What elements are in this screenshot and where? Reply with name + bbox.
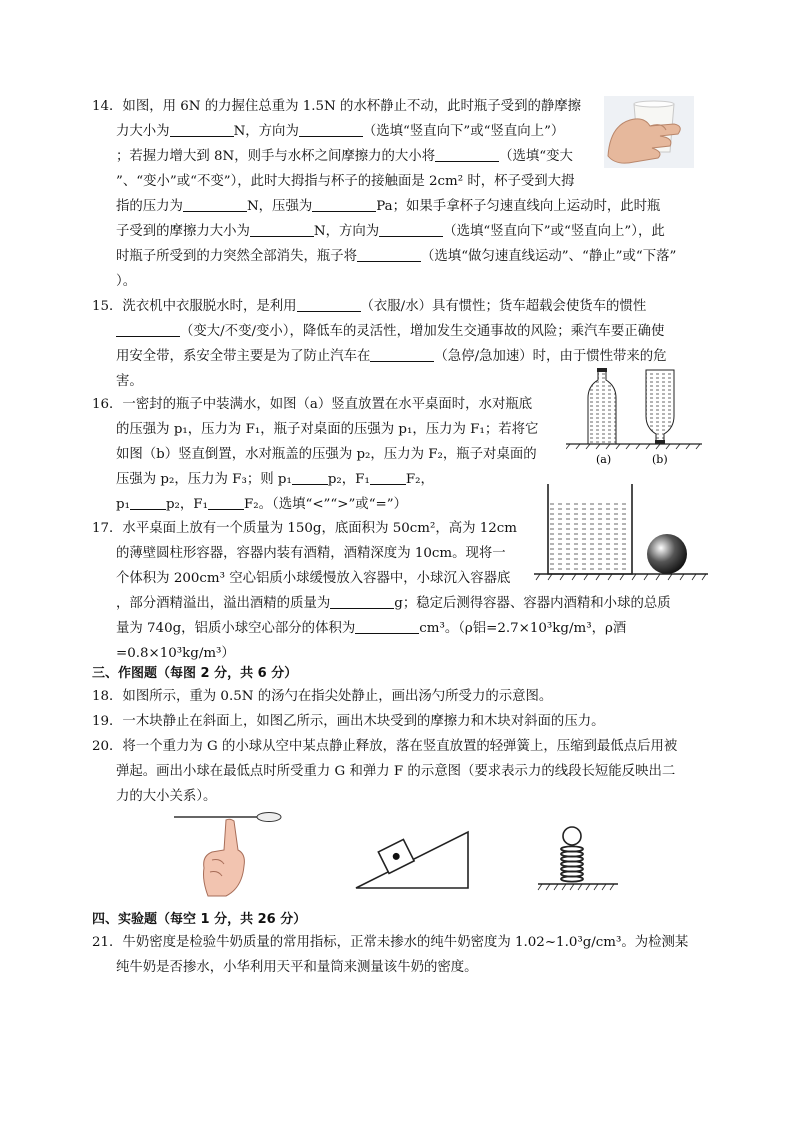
q14-line4: ”、“变小”或“不变”），此时大拇指与杯子的接触面是 2cm² 时，杯子受到大拇 [116,174,575,189]
answer-blank[interactable] [292,470,328,485]
ground-hatching [538,884,614,890]
answer-blank[interactable] [370,470,406,485]
q15-line4: 害。 [116,374,143,389]
question-18: 18．如图所示，重为 0.5N 的汤勺在指尖处静止，画出汤勺所受力的示意图。 [92,689,553,704]
q15-line1: 15．洗衣机中衣服脱水时，是利用 （衣服/水）具有惯性；货车超载会使货车的惯性 [92,299,647,314]
bottles-figure [566,368,702,468]
q16-line4: 压强为 p₂，压力为 F₃；则 p₁ p₂，F₁ F₂， [116,472,434,487]
spring [561,846,583,881]
bottle-inverted [646,370,674,444]
q16-line2: 的压强为 p₁，压力为 F₁，瓶子对桌面的压强为 p₁，压力为 F₁；若将它 [116,422,539,437]
container-ball-figure [534,482,708,586]
answer-blank[interactable] [435,147,499,162]
answer-blank[interactable] [116,322,180,337]
answer-blank[interactable] [330,594,394,609]
section-3-heading: 三、作图题（每图 2 分，共 6 分） [92,666,298,681]
question-16 [92,392,538,517]
table-hatching [566,444,700,449]
question-19: 19．一木块静止在斜面上，如图乙所示，画出木块受到的摩擦力和木块对斜面的压力。 [92,714,605,729]
incline-block-figure [352,826,470,892]
answer-blank[interactable] [312,197,376,212]
q17-line1: 17．水平桌面上放有一个质量为 150g，底面积为 50cm²，高为 12cm [92,521,517,536]
q17-line5: 量为 740g，铝质小球空心部分的体积为 cm³。（ρ铝=2.7×10³kg/m³，ρ酒 [116,621,627,636]
q14-line8: ）。 [116,274,137,289]
q14-line5: 指的压力为 N，压强为 Pa；如果手拿杯子匀速直线向上运动时，此时瓶 [116,199,661,214]
q14-line1: 14．如图，用 6N 的力握住总重为 1.5N 的水杯静止不动，此时瓶子受到的静摩擦 [92,99,582,114]
question-20: 20．将一个重力为 G 的小球从空中某点静止释放，落在竖直放置的轻弹簧上，压缩到最低点后用被 弹起。画出小球在最低点时所受重力 G 和弹力 F 的示意图（要求表示力的线段长短能反映出二 力的大小关系）。 [92,739,678,804]
answer-blank[interactable] [299,122,363,137]
q16-line1: 16．一密封的瓶子中装满水，如图（a）竖直放置在水平桌面时，水对瓶底 [92,397,533,412]
q17-line2: 的薄壁圆柱形容器，容器内装有酒精，酒精深度为 10cm。现将一 [116,546,506,561]
q15-line2: （变大/不变/变小），降低车的灵活性，增加发生交通事故的风险；乘汽车要正确使 [92,319,667,344]
q16-line5: p₁ p₂，F₁ F₂。（选填“<”“>”或“=”） [116,497,407,512]
q14-line2: 力大小为 N，方向为 （选填“竖直向下”或“竖直向上”） [116,124,565,139]
ball [563,827,581,845]
bottle-upright [588,368,616,444]
q17-line6: =0.8×10³kg/m³） [116,646,235,661]
answer-blank[interactable] [208,495,244,510]
answer-blank[interactable] [357,247,421,262]
q14-line7: 时瓶子所受到的力突然全部消失，瓶子将 （选填“做匀速直线运动”、“静止”或“下落” [116,249,677,264]
answer-blank[interactable] [130,495,166,510]
ball-spring-figure [534,826,620,896]
spoon-on-finger-figure [168,810,284,900]
answer-blank[interactable] [183,197,247,212]
question-21: 21．牛奶密度是检验牛奶质量的常用指标，正常未掺水的纯牛奶密度为 1.02~1.0³g/cm³。为检测某 纯牛奶是否掺水，小华利用天平和量筒来测量该牛奶的密度。 [92,935,689,975]
answer-blank[interactable] [250,222,314,237]
question-14 [92,94,676,294]
hand-holding-cup-image [604,96,694,168]
q15-line3: 用安全带，系安全带主要是为了防止汽车在 （急停/急加速）时，由于惯性带来的危 [116,349,667,364]
section-4-heading: 四、实验题（每空 1 分，共 26 分） [92,912,307,927]
fig-a-label: (a) [596,453,612,466]
q17-line3: 个体积为 200cm³ 空心铝质小球缓慢放入容器中，小球沉入容器底 [116,571,511,586]
answer-blank[interactable] [297,297,361,312]
aluminum-ball [647,534,687,574]
answer-blank[interactable] [170,122,234,137]
answer-blank[interactable] [379,222,443,237]
q14-line3: ；若握力增大到 8N，则手与水杯之间摩擦力的大小将 （选填“变大 [116,149,573,164]
q14-line6: 子受到的摩擦力大小为 N，方向为 （选填“竖直向下”或“竖直向上”），此 [116,224,665,239]
q17-line4: ，部分酒精溢出，溢出酒精的质量为 g；稳定后测得容器、容器内酒精和小球的总质 [116,596,671,611]
table-hatching [536,574,706,580]
answer-blank[interactable] [355,619,419,634]
alcohol-liquid [550,502,630,574]
q16-line3: 如图（b）竖直倒置，水对瓶盖的压强为 p₂，压力为 F₂，瓶子对桌面的 [116,447,537,462]
answer-blank[interactable] [370,347,434,362]
fig-b-label: (b) [652,453,668,466]
